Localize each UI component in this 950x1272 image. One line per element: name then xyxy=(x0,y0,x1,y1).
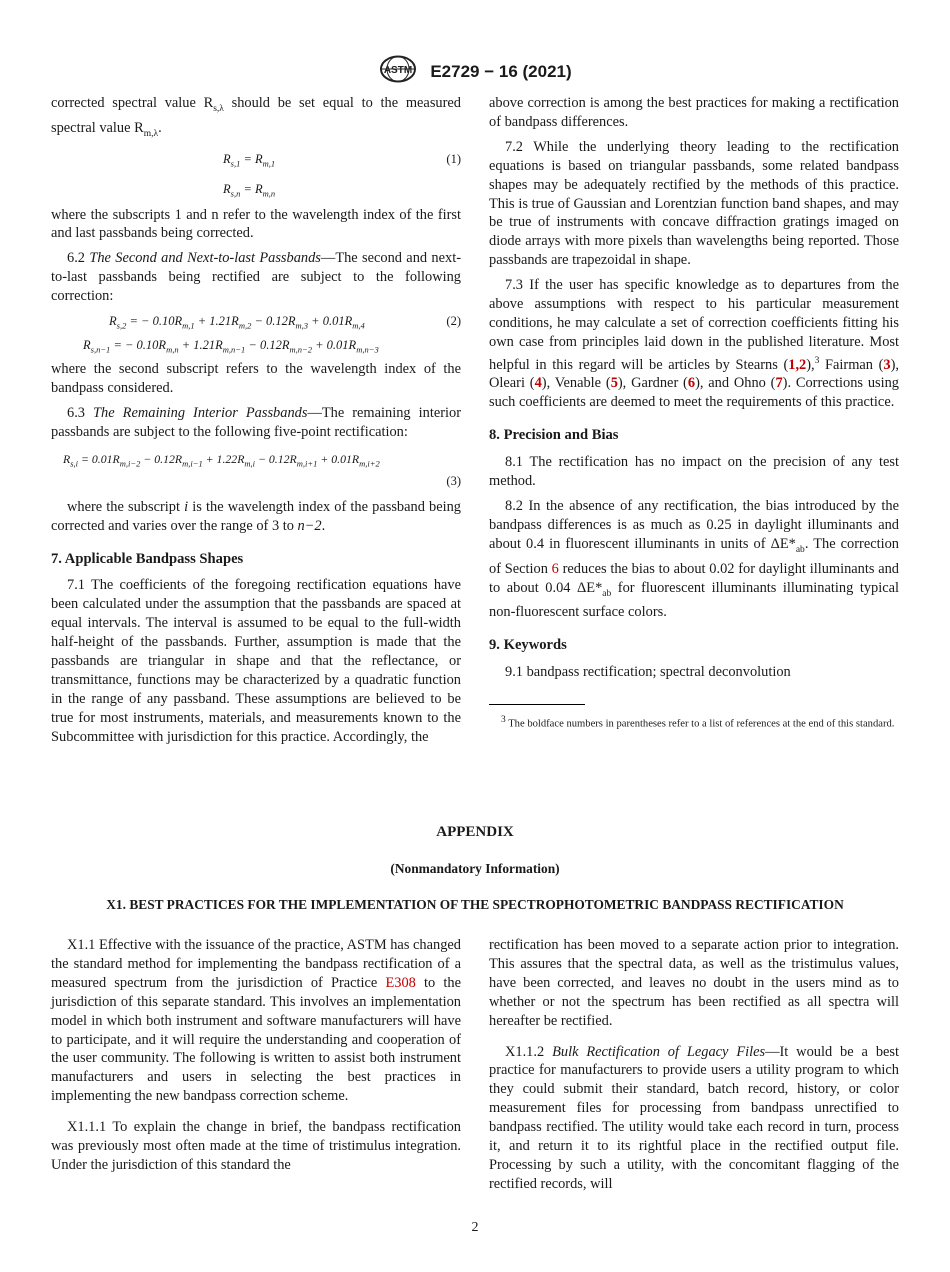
astm-logo-icon xyxy=(378,54,418,89)
equation-number-2: (2) xyxy=(446,314,461,329)
equation-3-text: $R_{s,i} = 0.01R_{m,i-2} - 0.12R_{m,i-1} + 1.22R_{m,i} - 0.12R_{m,i+1} + 0.01R_{m,i+2}$ xyxy=(63,451,380,469)
e308-link[interactable]: E308 xyxy=(385,974,416,991)
section-7-3: 7.3 If the user has specific knowledge as to departures from the above assumptions with respect to his particular measurement conditions, he may calculate a set of correction coefficients fitting his own case from principles laid down in the published literature. Most helpful in this regard will be articles by Stearns (1,2),$^3$ Fairman (3), Oleari (4), Venable (5), Gardner (6), and Ohno (7). Corrections using such coefficients are deemed to meet the requirements of this practice. xyxy=(489,277,900,411)
section-6-link[interactable]: 6 xyxy=(551,560,559,577)
equation-2a-text: $R_{s,2}$ = − $0.10R_{m,1} + 1.21R_{m,2} - 0.12R_{m,3} + 0.01R_{m,4}$ xyxy=(109,314,365,331)
equation-1a-text: $R_{s,1} = R_{m,1}$ xyxy=(223,151,276,169)
heading-section-7: 7. Applicable Bandpass Shapes xyxy=(51,550,244,567)
logo-text: ASTM xyxy=(384,65,413,76)
ref-link-4[interactable]: 4 xyxy=(534,375,542,392)
paragraph-7-1-end: above correction is among the best practices for making a rectification of bandpass differences. xyxy=(489,95,899,130)
section-6-2: 6.2 The Second and Next-to-last Passbands—The second and next-to-last passbands being rectified are subject to the following correction: xyxy=(51,250,461,305)
heading-section-8: 8. Precision and Bias xyxy=(489,427,619,444)
equation-1a xyxy=(51,150,461,170)
appendix-left-column xyxy=(51,936,461,1175)
footnote-marker-3[interactable]: 3 xyxy=(814,355,820,366)
equation-number-3: (3) xyxy=(446,473,461,488)
appendix-right-column xyxy=(489,936,899,1194)
paragraph-subscripts: where the subscripts 1 and n refer to the wavelength index of the first and last passbands being corrected. xyxy=(51,206,461,242)
appendix-x1-heading: X1. BEST PRACTICES FOR THE IMPLEMENTATION OF THE SPECTROPHOTOMETRIC BANDPASS RECTIFICATION xyxy=(106,897,844,912)
ref-link-1-2[interactable]: 1,2 xyxy=(788,356,807,373)
footnote-divider xyxy=(489,704,585,705)
left-column xyxy=(51,94,461,747)
section-x1-1-1-cont: rectification has been moved to a separate action prior to integration. This assures that the spectral data, as well as the tristimulus values, have been corrected, and leaves no doubt in the users mind as to whether or not the spectrum has been rectified as all spectra will hereafter be rectified. xyxy=(489,937,899,1029)
ref-link-5[interactable]: 5 xyxy=(610,375,618,392)
equation-2a xyxy=(51,312,461,332)
page-number: 2 xyxy=(471,1220,479,1235)
section-x1-1-2: X1.1.2 Bulk Rectification of Legacy Files—It would be a best practice for manufacturers to provide users a utility program to which they could submit their standard, batch record, history, or color measurement files for processing from bandpass unrectified to bandpass rectified. The utility would take each record in turn, process it, and return it to its rightful place in the rectified output file. Processing by such a utility, with the concomitant flagging of the rectified records, will xyxy=(489,1043,900,1192)
ref-link-3[interactable]: 3 xyxy=(883,356,891,373)
section-7-2: 7.2 While the underlying theory leading to the rectification equations is based on triangular passbands, some related bandpass shapes may be adequately rectified by the methods of this practice. This is true of Gaussian and Lorentzian function band shapes, and may be true of instruments with concave diffraction gratings imaged on diode arrays with more pixels than wavelengths being reported. Those passbands are trapezoidal in shape. xyxy=(489,138,899,269)
equation-2b-text: $R_{s,n-1}$ = − $0.10R_{m,n} + 1.21R_{m,n-1} - 0.12R_{m,n-2} + 0.01R_{m,n-3}$ xyxy=(83,338,379,355)
heading-section-9: 9. Keywords xyxy=(489,637,567,654)
equation-1b-text: $R_{s,n} = R_{m,n}$ xyxy=(223,181,276,199)
paragraph-6-1-end: corrected spectral value $R_{s,\lambda}$ should be set equal to the measured spectral value $R_{m,\lambda}$. xyxy=(51,95,461,139)
appendix-title: APPENDIX xyxy=(436,824,514,840)
section-6-3: 6.3 The Remaining Interior Passbands—The remaining interior passbands are subject to the following five-point rectification: xyxy=(51,404,461,440)
document-code: E2729 − 16 (2021) xyxy=(430,61,572,81)
paragraph-second-subscript: where the second subscript refers to the wavelength index of the bandpass considered. xyxy=(51,361,461,396)
page-header xyxy=(0,54,950,89)
equation-1b xyxy=(51,180,461,200)
appendix-subtitle: (Nonmandatory Information) xyxy=(390,861,560,876)
equation-number-1: (1) xyxy=(446,151,461,166)
section-8-1: 8.1 The rectification has no impact on the precision of any test method. xyxy=(489,454,899,490)
section-7-1: 7.1 The coefficients of the foregoing rectification equations have been calculated under the assumption that the passbands are spaced at equal intervals. The interval is assumed to be equal to the full-width half-height of the passbands. Further, assumption is made that the passbands are triangular in shape and that the reflectance, or transmittance, functions may be characterized by a quadratic function in the range of any passband. These assumptions are believed to be true for most instruments, materials, and measurements known to the Subcommittee with jurisdiction for this practice. Accordingly, the xyxy=(51,577,461,745)
section-x1-1-1: X1.1.1 To explain the change in brief, the bandpass rectification was previously most often made at the time of tristimulus integration. Under the jurisdiction of this standard the xyxy=(51,1119,461,1173)
section-9-1: 9.1 bandpass rectification; spectral deconvolution xyxy=(505,664,791,681)
ref-link-7[interactable]: 7 xyxy=(775,375,783,392)
equation-2b xyxy=(51,336,461,356)
equation-3 xyxy=(51,450,461,468)
ref-link-6[interactable]: 6 xyxy=(687,375,696,392)
paragraph-subscript-i: where the subscript i is the wavelength index of the passband being corrected and varies over the range of 3 to n−2. xyxy=(51,498,462,534)
footnote-3: $^3$ The boldface numbers in parentheses refer to a list of references at the end of this standard. xyxy=(501,715,895,730)
right-column xyxy=(489,94,899,732)
section-x1-1: X1.1 Effective with the issuance of the practice, ASTM has changed the standard method for implementing the bandpass rectification of a measured spectrum from the jurisdiction of Practice E308 to the jurisdiction of this separate standard. This involves an implementation model in which both instrument and software manufacturers will have to participate, and it will require the understanding and cooperation of the user community. The following is written to assist both instrument manufacturers and users in selecting the best practices in implementing the new bandpass correction scheme. xyxy=(51,937,461,1105)
section-8-2: 8.2 In the absence of any rectification, the bias introduced by the bandpass differences is as much as 0.25 in daylight illuminants and about 0.4 in fluorescent illuminants in units of $\Delta E*_{ab}$. The correction of Section 6 reduces the bias to about 0.02 for daylight illuminants and to about 0.04 $\Delta E*_{ab}$ for fluorescent illuminants illuminating typical non-fluorescent surface colors. xyxy=(489,498,899,621)
